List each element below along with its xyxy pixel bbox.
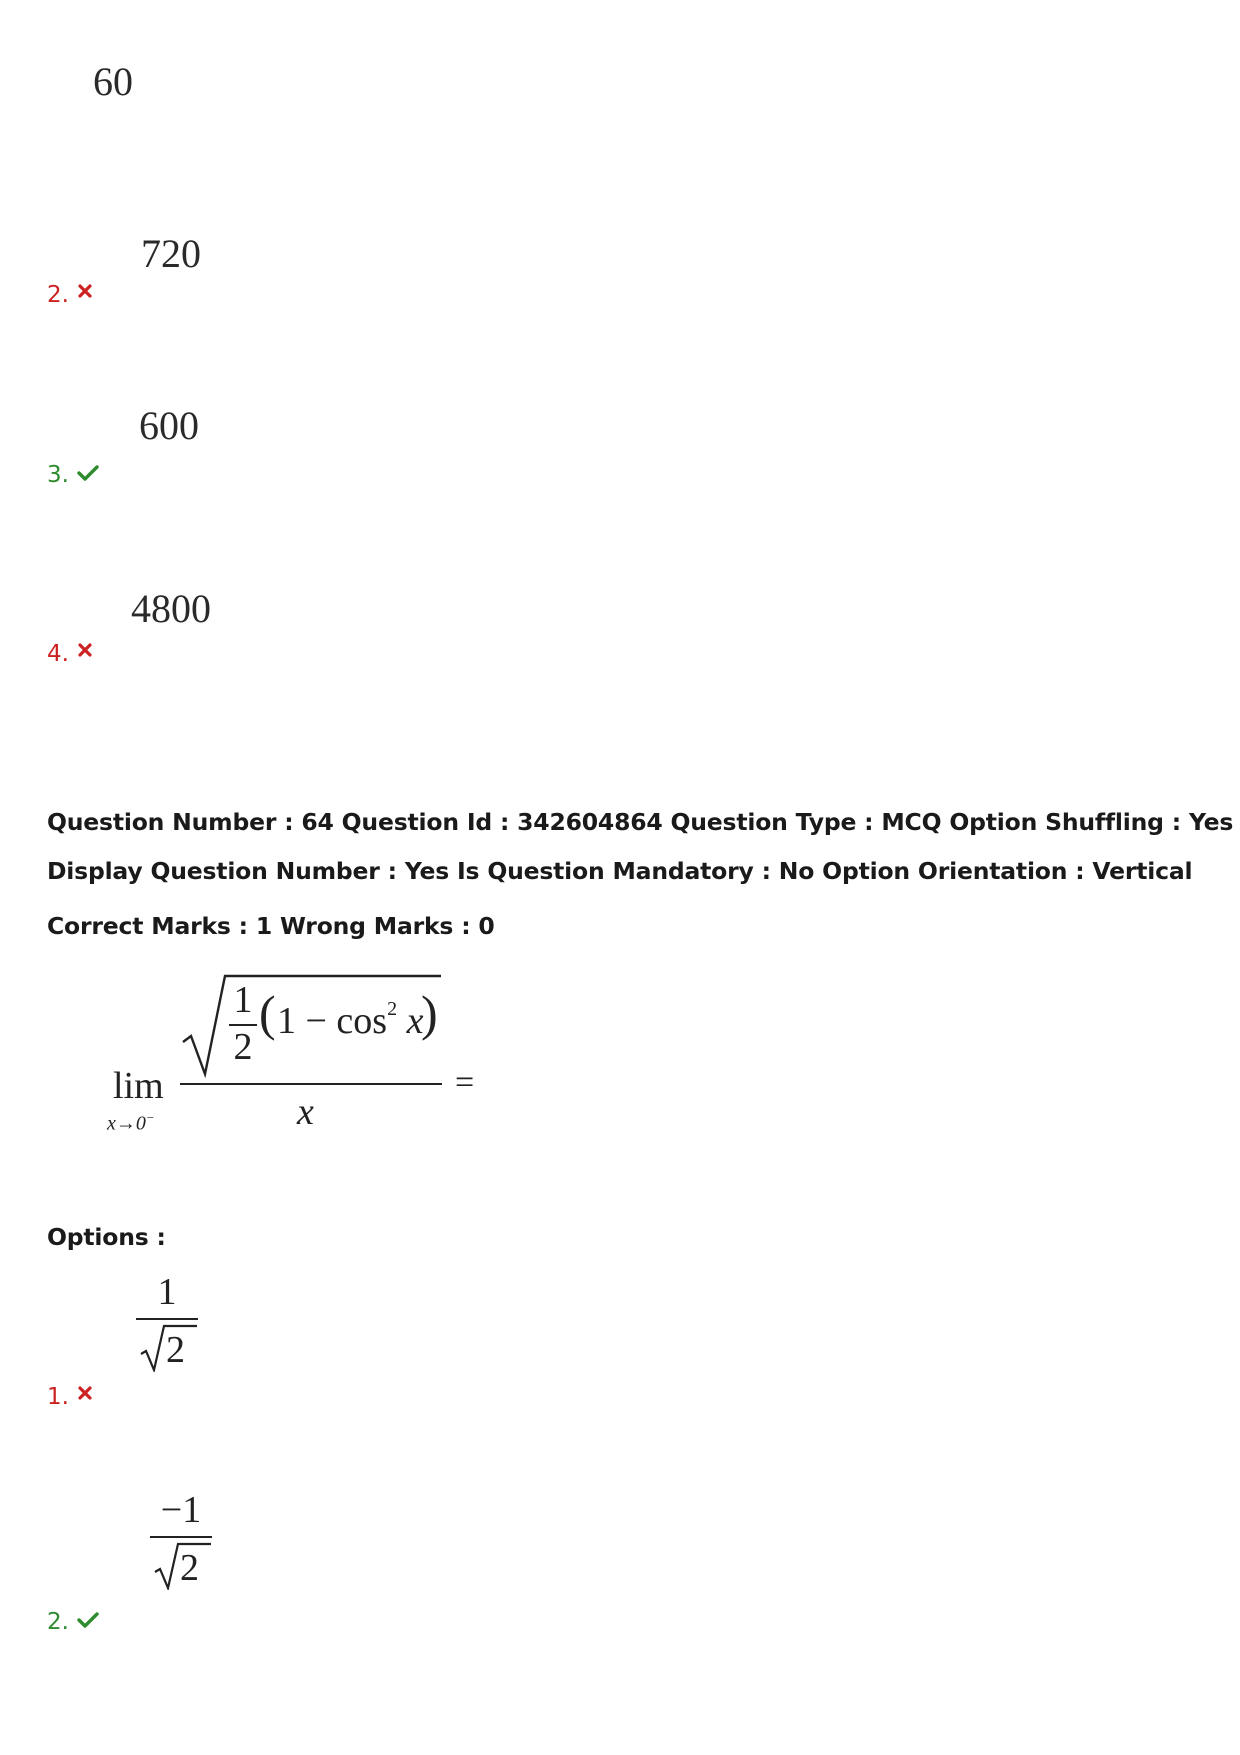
prev-question-value: 60: [93, 59, 133, 104]
prev-option-2-label: [47, 284, 93, 307]
option-number: 3.: [47, 462, 69, 488]
option-2-radicand: 2: [180, 1547, 199, 1589]
left-paren: (: [259, 985, 276, 1041]
cross-icon: [77, 1385, 93, 1401]
option-number: 4.: [47, 641, 69, 667]
check-icon: [77, 1612, 99, 1628]
option-1-radicand: 2: [166, 1329, 185, 1371]
options-heading: Options :: [47, 1223, 166, 1251]
option-number: 2.: [47, 282, 69, 308]
option-1-label: [47, 1386, 93, 1409]
limit-subscript: x→0−: [107, 1110, 155, 1135]
prev-option-2-value: 720: [141, 231, 201, 276]
equals-sign: =: [455, 1064, 475, 1101]
right-paren: ): [421, 985, 438, 1041]
main-denominator: x: [297, 1091, 314, 1133]
limit-operator: lim: [113, 1065, 164, 1107]
prev-option-4-label: [47, 643, 93, 666]
option-1-value: [136, 1270, 206, 1380]
check-icon: [77, 465, 99, 481]
prev-option-3-value: 600: [139, 403, 199, 448]
option-2-label: [47, 1611, 99, 1634]
option-1-numerator: 1: [157, 1271, 177, 1313]
question-meta-line-1: Question Number : 64 Question Id : 342604864 Question Type : MCQ Option Shuffling : Yes: [47, 808, 1234, 836]
option-1-fraction-bar: [136, 1318, 198, 1320]
option-2-value: [150, 1488, 220, 1598]
cross-icon: [77, 283, 93, 299]
inner-numerator: 1: [233, 979, 253, 1021]
option-number: 1.: [47, 1384, 69, 1410]
inner-denominator: 2: [233, 1026, 253, 1068]
paren-content: $1 - \cos^2 x$: [277, 998, 424, 1042]
prev-option-4-value: 4800: [131, 586, 211, 631]
question-meta-line-2: Display Question Number : Yes Is Question Mandatory : No Option Orientation : Vertical: [47, 857, 1193, 885]
question-expression: [105, 968, 485, 1138]
option-2-fraction-bar: [150, 1536, 212, 1538]
prev-option-3-label: [47, 464, 99, 487]
cross-icon: [77, 642, 93, 658]
option-number: 2.: [47, 1609, 69, 1635]
option-2-numerator: −1: [160, 1489, 202, 1531]
main-fraction-bar: [180, 1083, 442, 1085]
question-meta-line-3: Correct Marks : 1 Wrong Marks : 0: [47, 912, 495, 940]
